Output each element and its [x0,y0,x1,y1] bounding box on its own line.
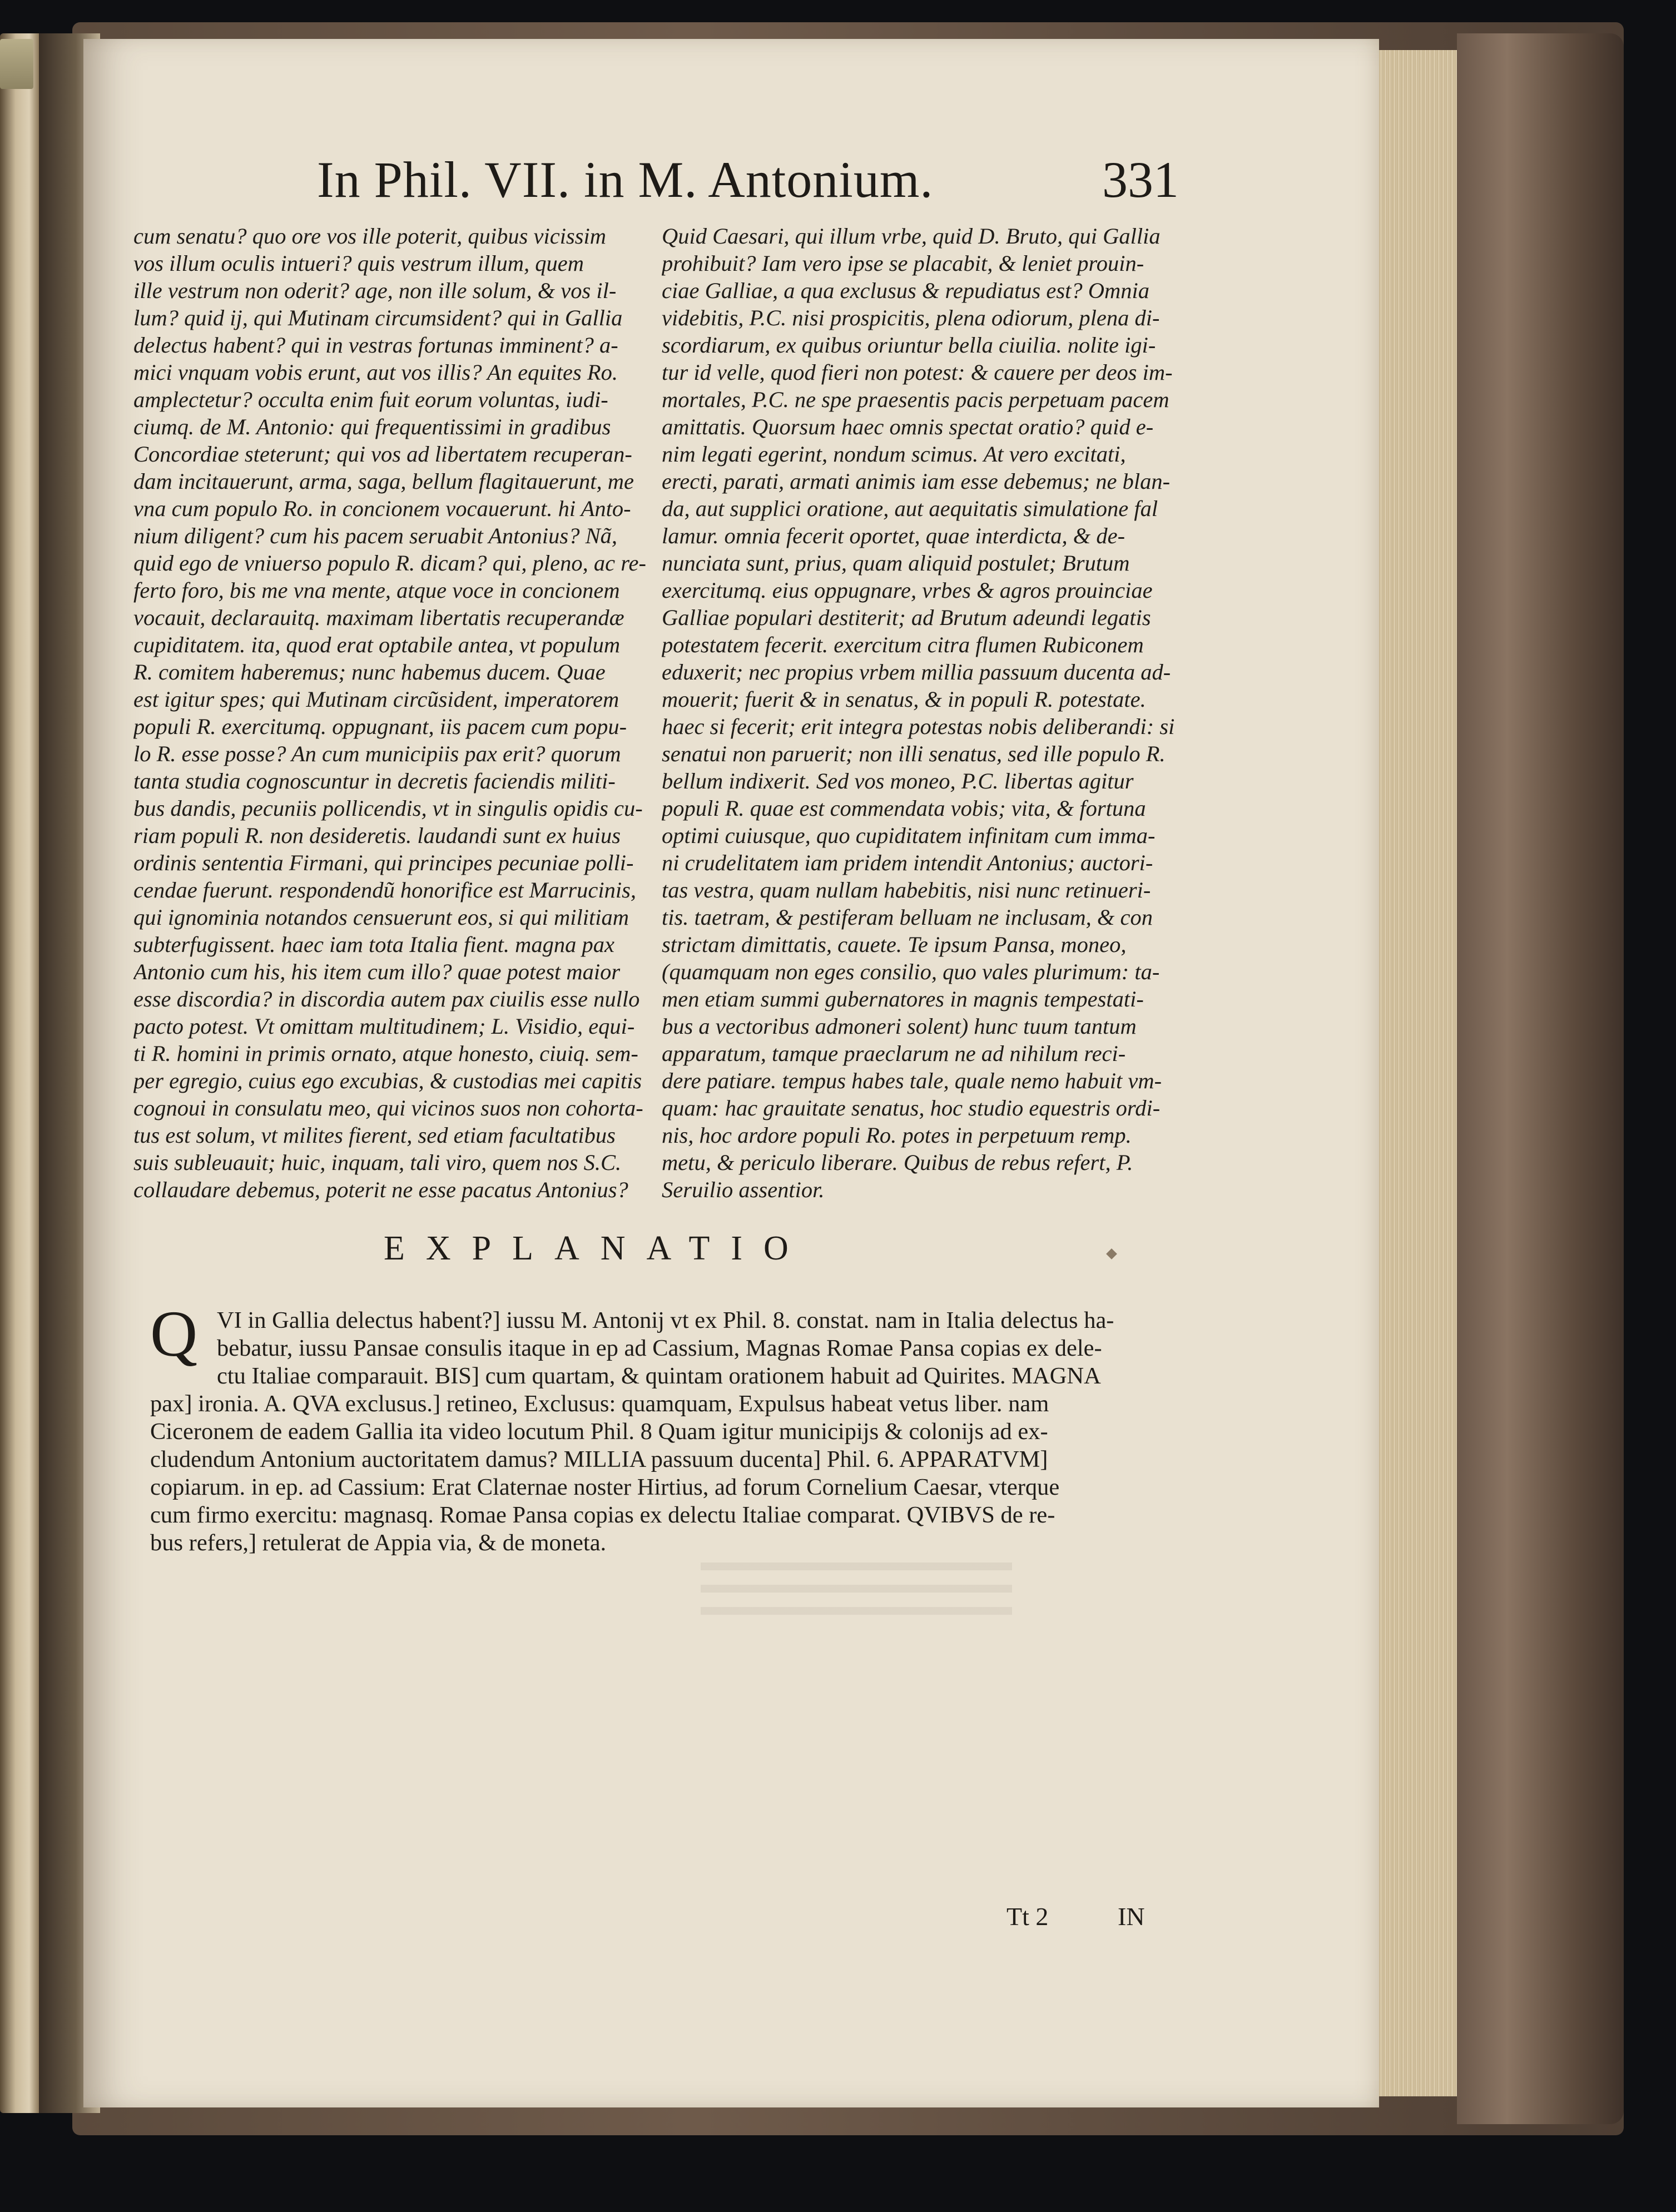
text-line: strictam dimittatis, cauete. Te ipsum Pansa, moneo, [662,932,1127,957]
text-line: R. comitem haberemus; nunc habemus ducem. Quae [133,659,606,685]
text-line: quid ego de vniuerso populo R. dicam? qui, pleno, ac re- [133,550,646,576]
text-column-left [133,222,667,1203]
catchword: IN [1118,1902,1145,1931]
bookmark-ribbon [0,39,33,89]
text-line: ni crudelitatem iam pridem intendit Antonius; auctori- [662,850,1153,875]
text-line: lo R. esse posse? An cum municipiis pax erit? quorum [133,741,621,766]
text-line: cludendum Antonium auctoritatem damus? MILLIA passuum ducenta] Phil. 6. APPARATVM] [150,1446,1048,1472]
text-line: videbitis, P.C. nisi prospicitis, plena odiorum, plena di- [662,305,1160,330]
text-line: men etiam summi gubernatores in magnis tempestati- [662,986,1144,1011]
text-line: cum senatu? quo ore vos ille poterit, quibus vicissim [133,224,607,249]
text-line: dere patiare. tempus habes tale, quale nemo habuit vm- [662,1068,1162,1093]
text-line: (quamquam non eges consilio, quo vales plurimum: ta- [662,959,1160,984]
running-title: In Phil. VII. in M. Antonium. [317,151,934,208]
text-line: dam incitauerunt, arma, saga, bellum flagitauerunt, me [133,469,634,494]
text-line: tas vestra, quam nullam habebitis, nisi nunc retinueri- [662,877,1151,902]
text-line: esse discordia? in discordia autem pax ciuilis esse nullo [133,986,640,1011]
text-line: Quid Caesari, qui illum vrbe, quid D. Bruto, qui Gallia [662,224,1161,249]
text-line: Ciceronem de eadem Gallia ita video locutum Phil. 8 Quam igitur municipijs & colonijs ad ex- [150,1419,1048,1445]
text-line: Antonio cum his, his item cum illo? quae potest maior [133,959,621,984]
book-board-edge [1457,33,1624,2124]
text-line: Galliae populari destiterit; ad Brutum adeundi legatis [662,605,1151,630]
text-line: subterfugissent. haec iam tota Italia fient. magna pax [133,932,615,957]
text-line: riam populi R. non desideretis. laudandi sunt ex huius [133,823,621,848]
text-line: ciae Galliae, a qua exclusus & repudiatus est? Omnia [662,278,1149,303]
text-line: amittatis. Quorsum haec omnis spectat oratio? quid e- [662,414,1154,439]
text-line: qui ignominia notandos censuerunt eos, si qui militiam [133,905,629,930]
text-line: lum? quid ij, qui Mutinam circumsident? qui in Gallia [133,305,623,330]
text-line: vocauit, declarauitq. maximam libertatis recuperandæ [133,605,624,630]
text-line: bebatur, iussu Pansae consulis itaque in ep ad Cassium, Magnas Romae Pansa copias ex dele- [217,1335,1102,1361]
text-line: tur id velle, quod fieri non potest: & cauere per deos im- [662,360,1173,385]
text-column-right [662,222,1196,1203]
text-line: exercitumq. eius oppugnare, vrbes & agros prouinciae [662,578,1153,603]
text-line: prohibuit? Iam vero ipse se placabit, & leniet prouin- [662,251,1144,276]
text-line: apparatum, tamque praeclarum ne ad nihilum reci- [662,1041,1126,1066]
text-line: cum firmo exercitu: magnasq. Romae Pansa copias ex delectu Italiae comparat. QVIBVS de re- [150,1502,1055,1528]
text-line: bus refers,] retulerat de Appia via, & de moneta. [150,1530,607,1556]
text-line: tis. taetram, & pestiferam belluam ne inclusam, & con [662,905,1153,930]
text-line: lamur. omnia fecerit oportet, quae interdicta, & de- [662,523,1125,548]
text-line: populi R. quae est commendata vobis; vita, & fortuna [662,796,1146,821]
running-header [317,150,1179,211]
text-line: suis subleuauit; huic, inquam, tali viro, quem nos S.C. [133,1150,622,1175]
text-line: erecti, parati, armati animis iam esse debemus; ne blan- [662,469,1171,494]
section-heading: EXPLANATIO [384,1229,810,1267]
page-number: 331 [1102,151,1179,208]
text-line: per egregio, cuius ego excubias, & custodias mei capitis [133,1068,642,1093]
text-line: mortales, P.C. ne spe praesentis pacis perpetuam pacem [662,387,1169,412]
text-line: optimi cuiusque, quo cupiditatem infinitam cum imma- [662,823,1156,848]
text-line: copiarum. in ep. ad Cassium: Erat Claternae noster Hirtius, ad forum Cornelium Caesar, vterque [150,1474,1060,1500]
text-line: ti R. homini in primis ornato, atque honesto, ciuiq. sem- [133,1041,638,1066]
text-line: Concordiae steterunt; qui vos ad libertatem recuperan- [133,442,632,467]
text-line: tanta studia cognoscuntur in decretis faciendis militi- [133,768,616,793]
text-line: cognoui in consulatu meo, qui vicinos suos non cohorta- [133,1095,643,1120]
text-line: ferto foro, bis me vna mente, atque voce in concionem [133,578,620,603]
text-line: nium diligent? cum his pacem seruabit Antonius? Nã, [133,523,617,548]
text-line: pacto potest. Vt omittam multitudinem; L. Visidio, equi- [133,1014,635,1039]
text-line: ctu Italiae comparauit. BIS] cum quartam, & quintam orationem habuit ad Quirites. MAGNA [217,1363,1101,1389]
facing-page-edge [0,33,39,2113]
text-line: scordiarum, ex quibus oriuntur bella ciuilia. nolite igi- [662,333,1156,358]
text-line: quam: hac grauitate senatus, hoc studio equestris ordi- [662,1095,1161,1120]
show-through-text [701,1563,1012,1629]
signature-mark: Tt 2 [1006,1902,1049,1931]
commentary-block [150,1297,1190,1557]
text-line: potestatem fecerit. exercitum citra flumen Rubiconem [662,632,1144,657]
text-line: Seruilio assentior. [662,1177,825,1202]
text-line: metu, & periculo liberare. Quibus de rebus refert, P. [662,1150,1133,1175]
drop-capital: Q [150,1297,198,1370]
text-line: cupiditatem. ita, quod erat optabile antea, vt populum [133,632,621,657]
text-line: populi R. exercitumq. oppugnant, iis pacem cum popu- [133,714,627,739]
text-line: bus a vectoribus admoneri solent) hunc tuum tantum [662,1014,1137,1039]
text-line: bus dandis, pecuniis pollicendis, vt in singulis opidis cu- [133,796,643,821]
text-line: cendae fuerunt. respondendũ honorifice est Marrucinis, [133,877,636,902]
text-line: amplectetur? occulta enim fuit eorum voluntas, iudi- [133,387,608,412]
text-line: ciumq. de M. Antonio: qui frequentissimi in gradibus [133,414,611,439]
text-line: eduxerit; nec propius vrbem millia passuum ducenta ad- [662,659,1171,685]
text-line: nis, hoc ardore populi Ro. potes in perpetuum remp. [662,1123,1132,1148]
text-line: VI in Gallia delectus habent?] iussu M. Antonij vt ex Phil. 8. constat. nam in Italia delectus ha- [217,1307,1114,1333]
text-line: delectus habent? qui in vestras fortunas imminent? a- [133,333,618,358]
text-line: mici vnquam vobis erunt, aut vos illis? An equites Ro. [133,360,618,385]
text-line: tus est solum, vt milites fierent, sed etiam facultatibus [133,1123,616,1148]
text-line: haec si fecerit; erit integra potestas nobis deliberandi: si [662,714,1175,739]
text-line: collaudare debemus, poterit ne esse pacatus Antonius? [133,1177,628,1202]
text-line: pax] ironia. A. QVA exclusus.] retineo, Exclusus: quamquam, Expulsus habeat vetus liber. nam [150,1391,1049,1417]
text-line: est igitur spes; qui Mutinam circũsident, imperatorem [133,687,619,712]
text-line: vos illum oculis intueri? quis vestrum illum, quem [133,251,584,276]
text-line: da, aut supplici oratione, aut aequitatis simulatione fal [662,496,1158,521]
text-line: ordinis sententia Firmani, qui principes pecuniae polli- [133,850,634,875]
text-line: ille vestrum non oderit? age, non ille solum, & vos il- [133,278,617,303]
page-block-edge [1373,50,1457,2096]
text-line: nunciata sunt, prius, quam aliquid postulet; Brutum [662,550,1130,576]
text-line: bellum indixerit. Sed vos moneo, P.C. libertas agitur [662,768,1134,793]
text-line: mouerit; fuerit & in senatus, & in populi R. potestate. [662,687,1146,712]
text-line: vna cum populo Ro. in concionem vocauerunt. hi Anto- [133,496,631,521]
text-line: senatui non paruerit; non illi senatus, sed ille populo R. [662,741,1166,766]
text-line: nim legati egerint, nondum scimus. At vero excitati, [662,442,1126,467]
